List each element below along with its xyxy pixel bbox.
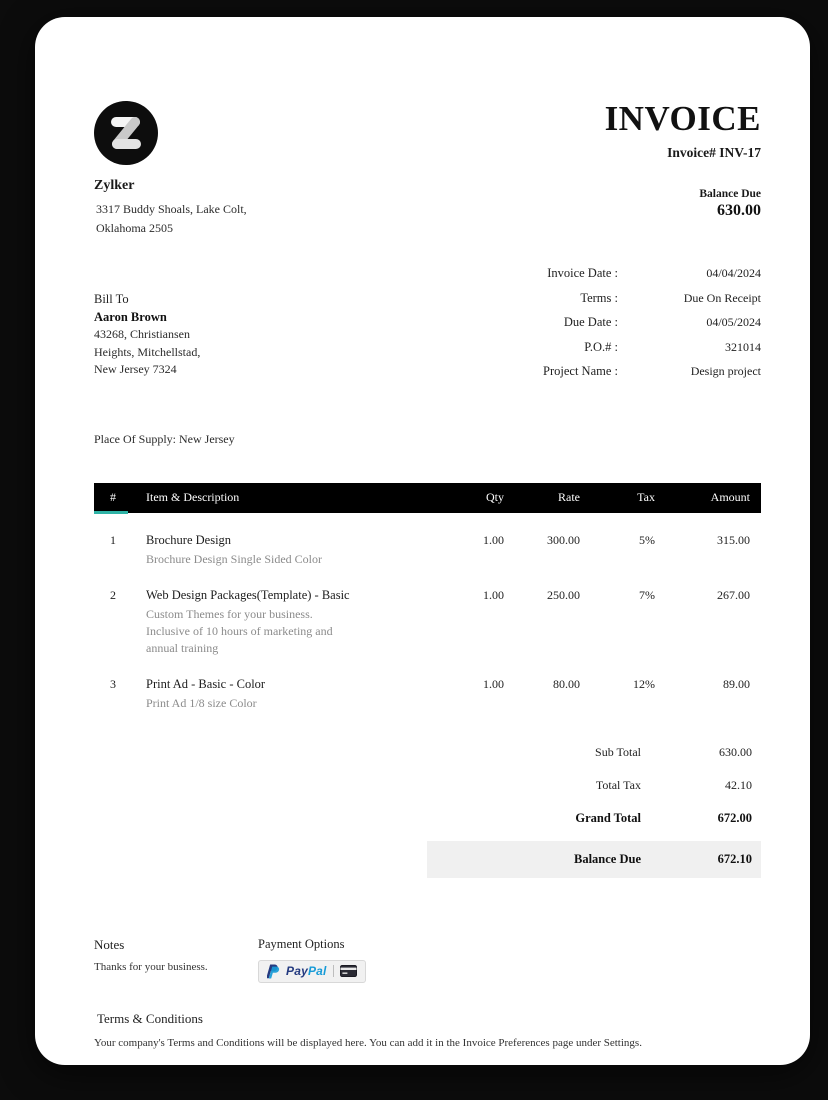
notes-block <box>94 937 258 984</box>
customer-address-line2: Heights, Mitchellstad, <box>94 344 201 359</box>
col-header-rate: Rate <box>558 490 580 505</box>
meta-row-po-number <box>439 339 761 356</box>
meta-label: P.O.# : <box>584 339 618 354</box>
col-header-tax: Tax <box>637 490 655 505</box>
paypal-payment-button[interactable] <box>258 960 366 983</box>
meta-value: 04/05/2024 <box>706 315 761 330</box>
row-item <box>146 513 431 568</box>
row-tax: 12% <box>633 676 655 691</box>
total-tax-label: Total Tax <box>595 777 641 792</box>
meta-row-invoice-date <box>439 265 761 282</box>
row-qty: 1.00 <box>483 532 504 547</box>
meta-value: Due On Receipt <box>683 290 761 305</box>
row-amount: 89.00 <box>723 676 750 691</box>
customer-name: Aaron Brown <box>94 310 167 325</box>
row-item <box>146 568 431 657</box>
customer-address-line3: New Jersey 7324 <box>94 362 177 377</box>
row-num: 2 <box>110 587 116 602</box>
row-amount: 315.00 <box>717 532 750 547</box>
total-tax-value: 42.10 <box>725 777 752 792</box>
invoice-title-block <box>605 101 761 220</box>
paypal-wordmark: PayPal <box>286 964 327 979</box>
balance-due-row <box>427 841 761 878</box>
row-num: 3 <box>110 676 116 691</box>
col-header-qty: Qty <box>486 490 504 505</box>
subtotal-label: Sub Total <box>595 744 641 759</box>
meta-label: Project Name : <box>543 364 618 379</box>
invoice-meta-table <box>439 265 761 388</box>
meta-label: Invoice Date : <box>547 266 618 281</box>
company-name: Zylker <box>94 178 135 193</box>
row-tax: 7% <box>639 587 655 602</box>
grand-total-label: Grand Total <box>575 810 641 825</box>
notes-label: Notes <box>94 936 125 952</box>
row-qty: 1.00 <box>483 676 504 691</box>
meta-label: Terms : <box>580 290 618 305</box>
header-balance-due-value: 630.00 <box>717 202 761 219</box>
page-title: INVOICE <box>604 99 761 138</box>
total-tax-row <box>427 769 761 802</box>
header-balance-due-label: Balance Due <box>699 188 761 200</box>
subtotal-value: 630.00 <box>719 744 752 759</box>
grand-total-value: 672.00 <box>717 810 752 825</box>
items-table <box>94 483 761 712</box>
item-name: Print Ad - Basic - Color <box>146 676 266 691</box>
item-name: Web Design Packages(Template) - Basic <box>146 587 350 602</box>
table-row <box>94 513 761 568</box>
meta-value: Design project <box>690 364 761 379</box>
invoice-number: Invoice# INV-17 <box>667 145 761 160</box>
invoice-card <box>35 17 810 1065</box>
table-row <box>94 568 761 657</box>
row-rate: 80.00 <box>553 676 580 691</box>
row-qty: 1.00 <box>483 587 504 602</box>
company-address-line1: 3317 Buddy Shoals, Lake Colt, <box>96 202 247 216</box>
company-address <box>94 200 247 237</box>
badge-divider <box>333 965 334 977</box>
grand-total-row <box>427 802 761 835</box>
zylker-logo-icon <box>94 101 158 165</box>
table-row <box>94 657 761 712</box>
balance-due-label: Balance Due <box>573 851 641 866</box>
row-num: 1 <box>110 532 116 547</box>
row-tax: 5% <box>639 532 655 547</box>
meta-label: Due Date : <box>563 315 618 330</box>
meta-value: 321014 <box>725 339 761 354</box>
notes-text: Thanks for your business. <box>94 960 208 973</box>
col-header-num: # <box>94 483 146 513</box>
meta-value: 04/04/2024 <box>706 266 761 281</box>
company-address-line2: Oklahoma 2505 <box>96 220 173 235</box>
customer-address-line1: 43268, Christiansen <box>94 327 190 342</box>
meta-row-terms <box>439 290 761 307</box>
credit-card-icon <box>340 965 357 977</box>
item-description: Custom Themes for your business. Inclusive of 10 hours of marketing and annual training <box>146 606 333 655</box>
col-header-item: Item & Description <box>146 490 240 505</box>
col-header-amount: Amount <box>710 490 750 505</box>
terms-and-conditions-text: Your company's Terms and Conditions will be displayed here. You can add it in the Invoice Preferences page under Settings. <box>94 1036 642 1049</box>
meta-row-due-date <box>439 314 761 331</box>
bill-to-label: Bill To <box>94 292 129 307</box>
accent-underline <box>94 511 128 514</box>
subtotal-row <box>427 736 761 769</box>
bill-to-block <box>94 290 200 378</box>
row-rate: 250.00 <box>547 587 580 602</box>
item-description: Print Ad 1/8 size Color <box>146 695 257 710</box>
place-of-supply: Place Of Supply: New Jersey <box>94 431 235 446</box>
item-description: Brochure Design Single Sided Color <box>146 551 322 566</box>
terms-and-conditions-label: Terms & Conditions <box>97 1010 203 1026</box>
item-name: Brochure Design <box>146 532 232 547</box>
row-amount: 267.00 <box>717 587 750 602</box>
invoice-header <box>94 101 761 237</box>
paypal-icon <box>267 964 280 979</box>
totals-section <box>427 736 761 878</box>
payment-options-label: Payment Options <box>258 936 345 951</box>
meta-row-project-name <box>439 363 761 380</box>
company-block <box>94 101 247 237</box>
row-item <box>146 657 431 712</box>
row-rate: 300.00 <box>547 532 580 547</box>
billing-meta-section <box>94 265 761 388</box>
footer-section <box>94 937 761 984</box>
balance-due-value: 672.10 <box>717 851 752 866</box>
items-table-header <box>94 483 761 513</box>
payment-options-block <box>258 937 366 984</box>
